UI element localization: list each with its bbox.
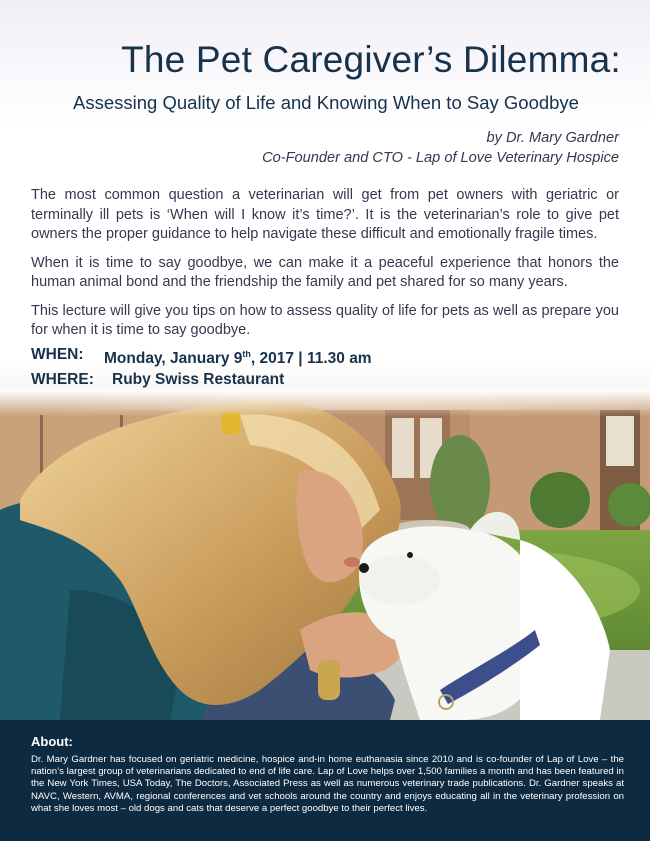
when-value: Monday, January 9th, 2017 | 11.30 am [104,349,372,368]
author-title: Co-Founder and CTO - Lap of Love Veterinary Hospice [262,150,619,166]
when-label: WHEN: [31,346,84,363]
page-title: The Pet Caregiver’s Dilemma: [121,39,621,80]
where-row [31,369,372,390]
intro-text [31,186,619,350]
intro-paragraph: The most common question a veterinarian will get from pet owners with geriatric or terminally ill pets is ‘When will I know it’s time?’. It is the veterinarian’s role to give pet owners the proper guidance to help navigate these difficult and emotionally fragile times. [31,187,619,242]
about-heading: About: [31,734,73,749]
intro-paragraph: When it is time to say goodbye, we can make it a peaceful experience that honors the human animal bond and the friendship the family and pet shared for so many years. [31,254,619,290]
intro-paragraph: This lecture will give you tips on how to assess quality of life for pets as well as prepare you for when it is time to say goodbye. [31,302,619,338]
woman-kissing-dog-image [0,390,650,720]
where-label: WHERE: [31,371,94,389]
when-row [31,344,372,369]
event-details [31,344,372,390]
about-section [0,720,650,841]
where-value: Ruby Swiss Restaurant [112,371,285,389]
about-text: Dr. Mary Gardner has focused on geriatric medicine, hospice and-in home euthanasia since 2010 and is co-founder of Lap of Love – the nation’s largest group of veterinarians dedicated to end of life care. Lap of Love helps over 1,500 families a month and has been featured in the New York Times, USA Today, The Doctors, Associated Press as well as numerous veterinary trade publications. Dr. Gardner speaks at NAVC, Western, AVMA, regional conferences and vet schools around the country and enjoys educating all in the veterinary profession on what she loves most – old dogs and cats that deserve a perfect goodbye to their perfect lives. [31,754,624,814]
page-subtitle: Assessing Quality of Life and Knowing When to Say Goodbye [73,92,579,113]
author-name: by Dr. Mary Gardner [486,130,619,146]
hero-photo [0,390,650,720]
byline [262,128,619,168]
